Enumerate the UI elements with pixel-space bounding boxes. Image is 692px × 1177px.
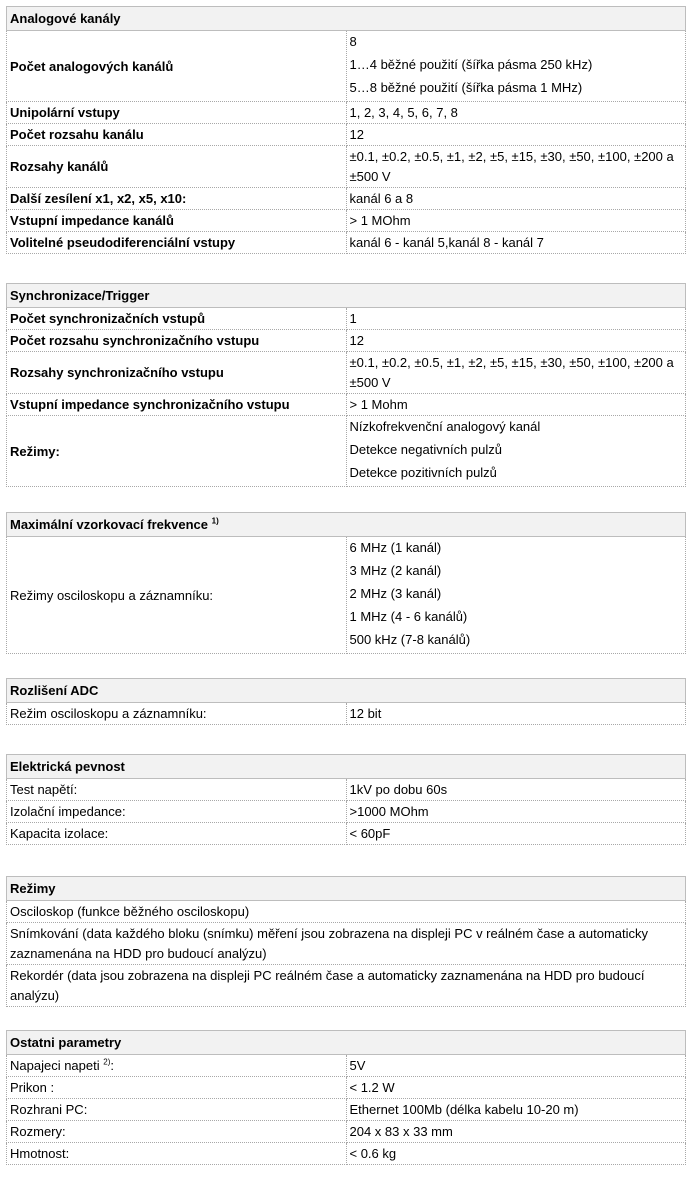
row-label: Počet analogových kanálů (7, 31, 347, 102)
other-params-table (6, 1030, 686, 1165)
mode-item: Osciloskop (funkce běžného osciloskopu) (7, 901, 686, 923)
row-value: < 0.6 kg (346, 1143, 686, 1165)
row-label: Hmotnost: (7, 1143, 347, 1165)
row-value: > 1 MOhm (346, 210, 686, 232)
value-line: Nízkofrekvenční analogový kanál (349, 419, 541, 434)
row-value (346, 537, 686, 654)
footnote-marker: 1) (211, 516, 219, 526)
row-label (7, 1055, 347, 1077)
row-label: Počet rozsahu synchronizačního vstupu (7, 330, 347, 352)
row-value: < 60pF (346, 823, 686, 845)
row-value: ±0.1, ±0.2, ±0.5, ±1, ±2, ±5, ±15, ±30, ±50, ±100, ±200 a ±500 V (346, 146, 686, 188)
analog-channels-table (6, 6, 686, 254)
row-value: Ethernet 100Mb (délka kabelu 10-20 m) (346, 1099, 686, 1121)
row-value: 12 (346, 124, 686, 146)
value-line: 8 (349, 34, 357, 49)
row-label: Prikon : (7, 1077, 347, 1099)
row-value: 1 (346, 308, 686, 330)
section-title: Režimy (7, 877, 686, 901)
row-value: ±0.1, ±0.2, ±0.5, ±1, ±2, ±5, ±15, ±30, ±50, ±100, ±200 a ±500 V (346, 352, 686, 394)
sync-trigger-table (6, 283, 686, 487)
row-value: >1000 MOhm (346, 801, 686, 823)
value-line: 5…8 běžné použití (šířka pásma 1 MHz) (349, 80, 583, 95)
section-title: Rozlišení ADC (7, 679, 686, 703)
section-title: Elektrická pevnost (7, 755, 686, 779)
value-line: 500 kHz (7-8 kanálů) (349, 632, 471, 647)
row-label: Rozsahy kanálů (7, 146, 347, 188)
row-value (346, 31, 686, 102)
value-line: 1 MHz (4 - 6 kanálů) (349, 609, 468, 624)
row-value: kanál 6 a 8 (346, 188, 686, 210)
row-label: Vstupní impedance kanálů (7, 210, 347, 232)
mode-item: Snímkování (data každého bloku (snímku) měření jsou zobrazena na displeji PC v reálném čase a automaticky zaznamenána na HDD pro budoucí analýzu) (7, 923, 686, 965)
row-label-suffix: : (110, 1058, 114, 1073)
row-label: Volitelné pseudodiferenciální vstupy (7, 232, 347, 254)
value-line: 1…4 běžné použití (šířka pásma 250 kHz) (349, 57, 593, 72)
row-label: Rozmery: (7, 1121, 347, 1143)
row-value: 204 x 83 x 33 mm (346, 1121, 686, 1143)
mode-item: Rekordér (data jsou zobrazena na displeji PC reálném čase a automaticky zaznamenána na HDD pro budoucí analýzu) (7, 965, 686, 1007)
value-line: 2 MHz (3 kanál) (349, 586, 442, 601)
row-label-text: Napajeci napeti (10, 1058, 100, 1073)
value-line: Detekce negativních pulzů (349, 442, 502, 457)
footnote-marker: 2) (103, 1057, 111, 1067)
section-title: Synchronizace/Trigger (7, 284, 686, 308)
row-label: Rozhrani PC: (7, 1099, 347, 1121)
row-label: Další zesílení x1, x2, x5, x10: (7, 188, 347, 210)
row-label: Test napětí: (7, 779, 347, 801)
adc-resolution-table (6, 678, 686, 725)
row-value (346, 416, 686, 487)
row-label: Režimy: (7, 416, 347, 487)
value-line: 6 MHz (1 kanál) (349, 540, 442, 555)
row-value: 1, 2, 3, 4, 5, 6, 7, 8 (346, 102, 686, 124)
row-label: Kapacita izolace: (7, 823, 347, 845)
section-title: Ostatni parametry (7, 1031, 686, 1055)
row-value: 12 bit (346, 703, 686, 725)
electric-strength-table (6, 754, 686, 845)
value-line: 3 MHz (2 kanál) (349, 563, 442, 578)
row-value: 5V (346, 1055, 686, 1077)
row-label: Rozsahy synchronizačního vstupu (7, 352, 347, 394)
section-title-text: Maximální vzorkovací frekvence (10, 517, 208, 532)
sampling-rate-table (6, 512, 686, 654)
value-line: Detekce pozitivních pulzů (349, 465, 497, 480)
row-label: Vstupní impedance synchronizačního vstupu (7, 394, 347, 416)
row-value: < 1.2 W (346, 1077, 686, 1099)
row-label: Unipolární vstupy (7, 102, 347, 124)
section-title (7, 513, 686, 537)
row-label: Izolační impedance: (7, 801, 347, 823)
section-title: Analogové kanály (7, 7, 686, 31)
row-value: 12 (346, 330, 686, 352)
row-value: kanál 6 - kanál 5,kanál 8 - kanál 7 (346, 232, 686, 254)
row-label: Režim osciloskopu a záznamníku: (7, 703, 347, 725)
row-label: Režimy osciloskopu a záznamníku: (7, 537, 347, 654)
row-label: Počet synchronizačních vstupů (7, 308, 347, 330)
row-label: Počet rozsahu kanálu (7, 124, 347, 146)
modes-table (6, 876, 686, 1007)
row-value: > 1 Mohm (346, 394, 686, 416)
row-value: 1kV po dobu 60s (346, 779, 686, 801)
